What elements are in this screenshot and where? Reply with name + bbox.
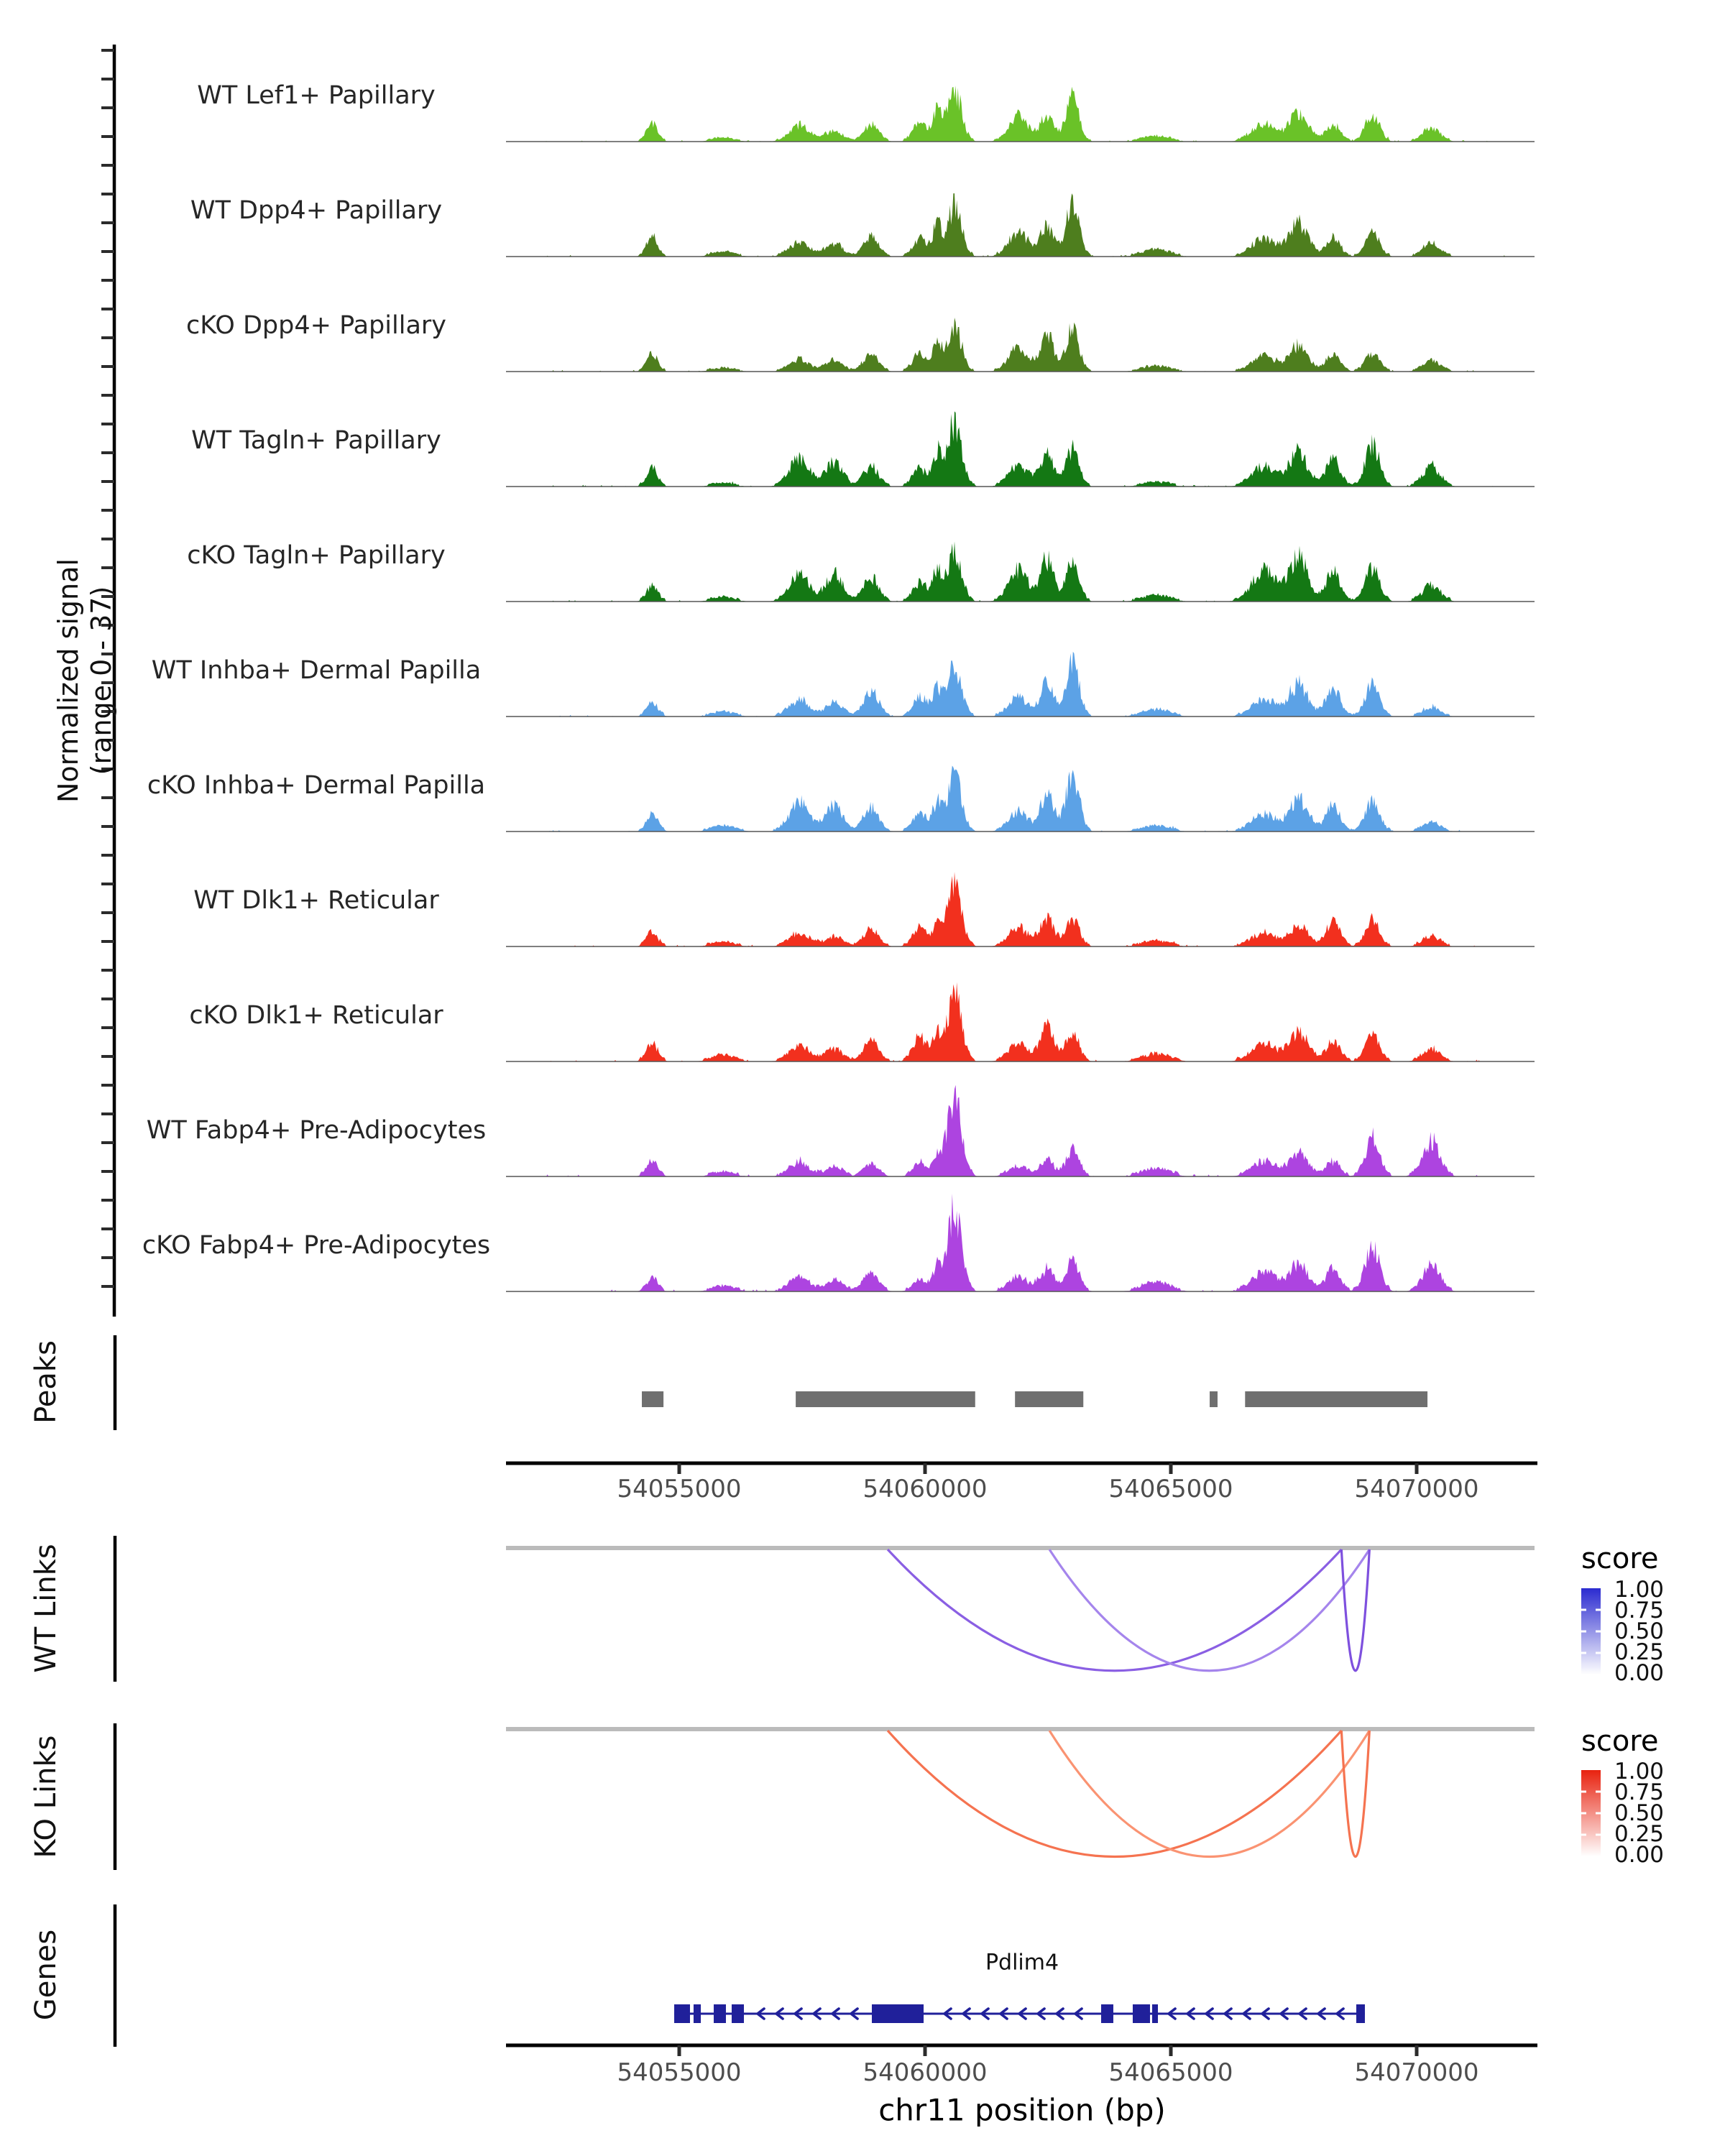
signal-area-track-8 — [506, 872, 1535, 946]
genes-axis-tick-label: 54060000 — [862, 2058, 988, 2087]
signal-track — [506, 542, 1535, 602]
peak-region-box — [642, 1391, 663, 1407]
signal-track — [506, 1085, 1535, 1176]
signal-area-track-7 — [506, 765, 1535, 831]
signal-track — [506, 982, 1535, 1061]
signal-area-track-10 — [506, 1085, 1535, 1176]
ko-link-arc-2 — [1049, 1731, 1369, 1857]
y-axis-label-line1: Normalized signal — [52, 558, 84, 803]
y-axis-label-line2: (range 0 - 37) — [86, 586, 117, 775]
peak-region-box — [796, 1391, 975, 1407]
peak-region-box — [1210, 1391, 1218, 1407]
gene-exon — [1101, 2004, 1113, 2023]
panel-label-ko-links: KO Links — [29, 1735, 63, 1858]
gene-exon — [732, 2004, 744, 2023]
peaks-axis-tick-label: 54060000 — [862, 1475, 988, 1503]
legend-title-wt: score — [1581, 1542, 1659, 1575]
peaks-axis-tick-label: 54070000 — [1354, 1475, 1479, 1503]
signal-area-track-11 — [506, 1194, 1535, 1291]
ko-legend-tick-label: 0.75 — [1614, 1779, 1665, 1805]
gene-model — [674, 2004, 1365, 2023]
ko-legend-tick-label: 1.00 — [1614, 1759, 1665, 1784]
ko-link-arc-3 — [1341, 1731, 1369, 1857]
wt-legend-tick-label: 0.75 — [1614, 1598, 1665, 1623]
signal-area-track-5 — [506, 542, 1535, 602]
gene-exon — [714, 2004, 726, 2023]
wt-legend-tick-label: 0.00 — [1614, 1660, 1665, 1686]
peaks-axis-tick-label: 54065000 — [1108, 1475, 1233, 1503]
gene-exon — [1133, 2004, 1150, 2023]
signal-track — [506, 652, 1535, 717]
genes-axis-tick-label: 54070000 — [1354, 2058, 1479, 2087]
track-label-7: cKO Inhba+ Dermal Papilla — [147, 771, 486, 800]
track-label-9: cKO Dlk1+ Reticular — [189, 1001, 443, 1030]
track-label-11: cKO Fabp4+ Pre-Adipocytes — [142, 1231, 491, 1260]
gene-exon — [1356, 2004, 1365, 2023]
panel-label-peaks: Peaks — [29, 1340, 63, 1424]
wt-link-arc-2 — [1049, 1549, 1369, 1671]
track-label-6: WT Inhba+ Dermal Papilla — [151, 656, 482, 685]
signal-track — [506, 411, 1535, 487]
ko-legend-tick-label: 0.25 — [1614, 1821, 1665, 1847]
signal-track — [506, 872, 1535, 946]
track-label-3: cKO Dpp4+ Papillary — [186, 311, 446, 340]
signal-track — [506, 765, 1535, 831]
gene-exon — [674, 2004, 690, 2023]
signal-track — [506, 86, 1535, 142]
signal-area-track-9 — [506, 982, 1535, 1061]
track-label-4: WT Tagln+ Papillary — [191, 426, 441, 455]
wt-link-arc-3 — [1341, 1549, 1369, 1671]
track-label-5: cKO Tagln+ Papillary — [187, 541, 446, 570]
signal-track — [506, 193, 1535, 257]
peaks-axis-tick-label: 54055000 — [617, 1475, 742, 1503]
ko-legend-tick-label: 0.50 — [1614, 1800, 1665, 1826]
signal-area-track-2 — [506, 193, 1535, 257]
legend-title-ko: score — [1581, 1725, 1659, 1758]
track-label-10: WT Fabp4+ Pre-Adipocytes — [146, 1116, 487, 1145]
gene-exon — [872, 2004, 924, 2023]
track-label-2: WT Dpp4+ Papillary — [190, 196, 443, 225]
gene-label: Pdlim4 — [985, 1950, 1059, 1976]
peak-region-box — [1015, 1391, 1083, 1407]
signal-area-track-1 — [506, 86, 1535, 142]
track-label-1: WT Lef1+ Papillary — [197, 81, 436, 110]
ko-legend-tick-label: 0.00 — [1614, 1842, 1665, 1868]
panel-label-wt-links: WT Links — [29, 1544, 63, 1673]
signal-area-track-6 — [506, 652, 1535, 717]
track-label-8: WT Dlk1+ Reticular — [193, 886, 439, 915]
signal-area-track-3 — [506, 318, 1535, 372]
y-axis-label — [52, 558, 118, 803]
panel-label-genes: Genes — [29, 1929, 63, 2021]
gene-exon — [1152, 2004, 1158, 2023]
x-axis-title: chr11 position (bp) — [878, 2092, 1166, 2128]
signal-track — [506, 318, 1535, 372]
signal-area-track-4 — [506, 411, 1535, 487]
genes-axis-tick-label: 54055000 — [617, 2058, 742, 2087]
gene-exon — [694, 2004, 701, 2023]
peak-region-box — [1245, 1391, 1427, 1407]
genes-axis-tick-label: 54065000 — [1108, 2058, 1233, 2087]
wt-legend-tick-label: 0.25 — [1614, 1639, 1665, 1665]
wt-legend-tick-label: 0.50 — [1614, 1618, 1665, 1644]
wt-legend-tick-label: 1.00 — [1614, 1577, 1665, 1603]
signal-track — [506, 1194, 1535, 1291]
